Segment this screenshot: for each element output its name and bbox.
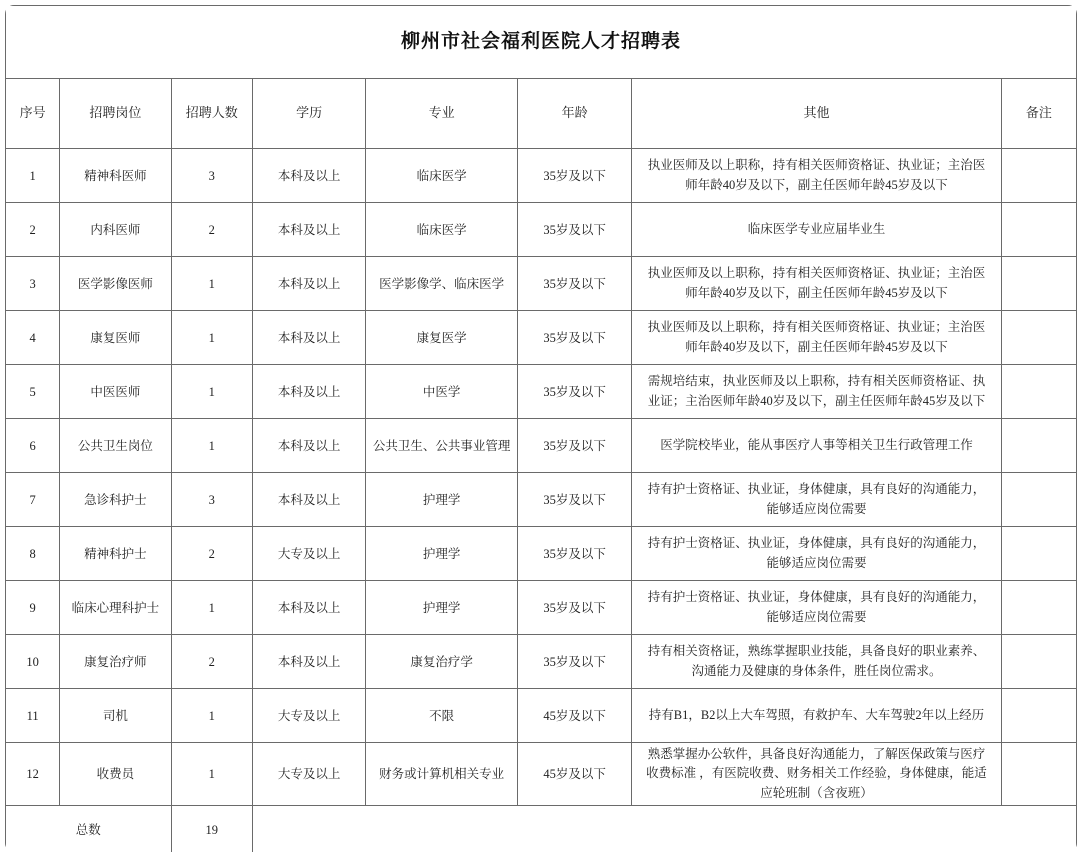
- cell-position: 康复治疗师: [60, 635, 171, 689]
- cell-count: 2: [171, 635, 252, 689]
- cell-remark: [1001, 473, 1076, 527]
- cell-count: 1: [171, 581, 252, 635]
- cell-major: 不限: [366, 689, 518, 743]
- cell-other: 持有护士资格证、执业证，身体健康，具有良好的沟通能力，能够适应岗位需要: [632, 581, 1001, 635]
- cell-remark: [1001, 203, 1076, 257]
- header-remark: 备注: [1001, 79, 1076, 149]
- cell-position: 医学影像医师: [60, 257, 171, 311]
- cell-major: 财务或计算机相关专业: [366, 743, 518, 806]
- cell-no: 6: [6, 419, 60, 473]
- cell-no: 1: [6, 149, 60, 203]
- table-row: [6, 527, 1077, 581]
- cell-major: 中医学: [366, 365, 518, 419]
- cell-count: 1: [171, 419, 252, 473]
- cell-education: 大专及以上: [252, 527, 365, 581]
- cell-other: 持有相关资格证，熟练掌握职业技能，具备良好的职业素养、沟通能力及健康的身体条件，胜任岗位需求。: [632, 635, 1001, 689]
- page-title: 柳州市社会福利医院人才招聘表: [6, 6, 1077, 79]
- cell-position: 精神科医师: [60, 149, 171, 203]
- total-value: 19: [171, 806, 252, 852]
- cell-no: 10: [6, 635, 60, 689]
- cell-other: 执业医师及以上职称，持有相关医师资格证、执业证；主治医师年龄40岁及以下，副主任医师年龄45岁及以下: [632, 311, 1001, 365]
- cell-position: 中医医师: [60, 365, 171, 419]
- cell-major: 临床医学: [366, 203, 518, 257]
- cell-position: 精神科护士: [60, 527, 171, 581]
- cell-age: 35岁及以下: [517, 311, 631, 365]
- total-row: [6, 806, 1077, 852]
- table-row: [6, 257, 1077, 311]
- table-row: [6, 149, 1077, 203]
- cell-position: 内科医师: [60, 203, 171, 257]
- cell-position: 急诊科护士: [60, 473, 171, 527]
- cell-position: 康复医师: [60, 311, 171, 365]
- cell-age: 35岁及以下: [517, 257, 631, 311]
- header-major: 专业: [366, 79, 518, 149]
- cell-remark: [1001, 581, 1076, 635]
- cell-count: 1: [171, 689, 252, 743]
- cell-other: 持有B1，B2以上大车驾照，有救护车、大车驾驶2年以上经历: [632, 689, 1001, 743]
- cell-other: 医学院校毕业，能从事医疗人事等相关卫生行政管理工作: [632, 419, 1001, 473]
- table-row: [6, 635, 1077, 689]
- cell-no: 2: [6, 203, 60, 257]
- table-row: [6, 365, 1077, 419]
- cell-no: 4: [6, 311, 60, 365]
- cell-education: 大专及以上: [252, 689, 365, 743]
- header-count: 招聘人数: [171, 79, 252, 149]
- cell-count: 1: [171, 311, 252, 365]
- cell-count: 3: [171, 149, 252, 203]
- cell-education: 本科及以上: [252, 257, 365, 311]
- cell-education: 大专及以上: [252, 743, 365, 806]
- header-other: 其他: [632, 79, 1001, 149]
- cell-remark: [1001, 527, 1076, 581]
- cell-count: 1: [171, 365, 252, 419]
- cell-remark: [1001, 689, 1076, 743]
- cell-age: 45岁及以下: [517, 689, 631, 743]
- header-education: 学历: [252, 79, 365, 149]
- cell-major: 医学影像学、临床医学: [366, 257, 518, 311]
- cell-age: 35岁及以下: [517, 203, 631, 257]
- header-no: 序号: [6, 79, 60, 149]
- cell-education: 本科及以上: [252, 581, 365, 635]
- cell-remark: [1001, 311, 1076, 365]
- cell-other: 持有护士资格证、执业证，身体健康，具有良好的沟通能力，能够适应岗位需要: [632, 527, 1001, 581]
- cell-no: 5: [6, 365, 60, 419]
- cell-other: 临床医学专业应届毕业生: [632, 203, 1001, 257]
- cell-education: 本科及以上: [252, 419, 365, 473]
- total-empty-cell: [252, 806, 1076, 852]
- cell-no: 12: [6, 743, 60, 806]
- cell-position: 收费员: [60, 743, 171, 806]
- cell-count: 2: [171, 527, 252, 581]
- cell-position: 临床心理科护士: [60, 581, 171, 635]
- table-row: [6, 689, 1077, 743]
- recruitment-table: [5, 5, 1077, 852]
- cell-other: 执业医师及以上职称，持有相关医师资格证、执业证；主治医师年龄40岁及以下，副主任医师年龄45岁及以下: [632, 257, 1001, 311]
- cell-major: 临床医学: [366, 149, 518, 203]
- header-row: [6, 79, 1077, 149]
- title-row: [6, 6, 1077, 79]
- table-row: [6, 419, 1077, 473]
- cell-major: 护理学: [366, 473, 518, 527]
- cell-count: 2: [171, 203, 252, 257]
- cell-remark: [1001, 149, 1076, 203]
- header-age: 年龄: [517, 79, 631, 149]
- cell-age: 35岁及以下: [517, 527, 631, 581]
- cell-education: 本科及以上: [252, 203, 365, 257]
- cell-count: 1: [171, 257, 252, 311]
- cell-other: 熟悉掌握办公软件，具备良好沟通能力，了解医保政策与医疗收费标准 ，有医院收费、财务相关工作经验，身体健康，能适应轮班制（含夜班）: [632, 743, 1001, 806]
- cell-position: 公共卫生岗位: [60, 419, 171, 473]
- cell-education: 本科及以上: [252, 473, 365, 527]
- cell-remark: [1001, 635, 1076, 689]
- cell-age: 35岁及以下: [517, 365, 631, 419]
- table-row: [6, 473, 1077, 527]
- recruitment-table-card: [5, 5, 1077, 852]
- header-position: 招聘岗位: [60, 79, 171, 149]
- cell-age: 35岁及以下: [517, 473, 631, 527]
- cell-major: 护理学: [366, 581, 518, 635]
- total-label: 总数: [6, 806, 172, 852]
- table-row: [6, 743, 1077, 806]
- cell-age: 35岁及以下: [517, 149, 631, 203]
- cell-remark: [1001, 419, 1076, 473]
- cell-education: 本科及以上: [252, 311, 365, 365]
- cell-major: 康复医学: [366, 311, 518, 365]
- cell-no: 8: [6, 527, 60, 581]
- cell-education: 本科及以上: [252, 149, 365, 203]
- cell-other: 持有护士资格证、执业证，身体健康，具有良好的沟通能力，能够适应岗位需要: [632, 473, 1001, 527]
- table-row: [6, 203, 1077, 257]
- cell-no: 7: [6, 473, 60, 527]
- cell-other: 执业医师及以上职称，持有相关医师资格证、执业证；主治医师年龄40岁及以下，副主任医师年龄45岁及以下: [632, 149, 1001, 203]
- cell-education: 本科及以上: [252, 635, 365, 689]
- cell-no: 9: [6, 581, 60, 635]
- cell-age: 35岁及以下: [517, 419, 631, 473]
- cell-education: 本科及以上: [252, 365, 365, 419]
- cell-other: 需规培结束，执业医师及以上职称，持有相关医师资格证、执业证；主治医师年龄40岁及以下，副主任医师年龄45岁及以下: [632, 365, 1001, 419]
- cell-major: 护理学: [366, 527, 518, 581]
- cell-age: 45岁及以下: [517, 743, 631, 806]
- cell-no: 11: [6, 689, 60, 743]
- cell-no: 3: [6, 257, 60, 311]
- cell-remark: [1001, 743, 1076, 806]
- cell-count: 1: [171, 743, 252, 806]
- cell-count: 3: [171, 473, 252, 527]
- cell-remark: [1001, 365, 1076, 419]
- table-row: [6, 311, 1077, 365]
- cell-age: 35岁及以下: [517, 581, 631, 635]
- table-row: [6, 581, 1077, 635]
- cell-position: 司机: [60, 689, 171, 743]
- cell-remark: [1001, 257, 1076, 311]
- cell-age: 35岁及以下: [517, 635, 631, 689]
- cell-major: 康复治疗学: [366, 635, 518, 689]
- cell-major: 公共卫生、公共事业管理: [366, 419, 518, 473]
